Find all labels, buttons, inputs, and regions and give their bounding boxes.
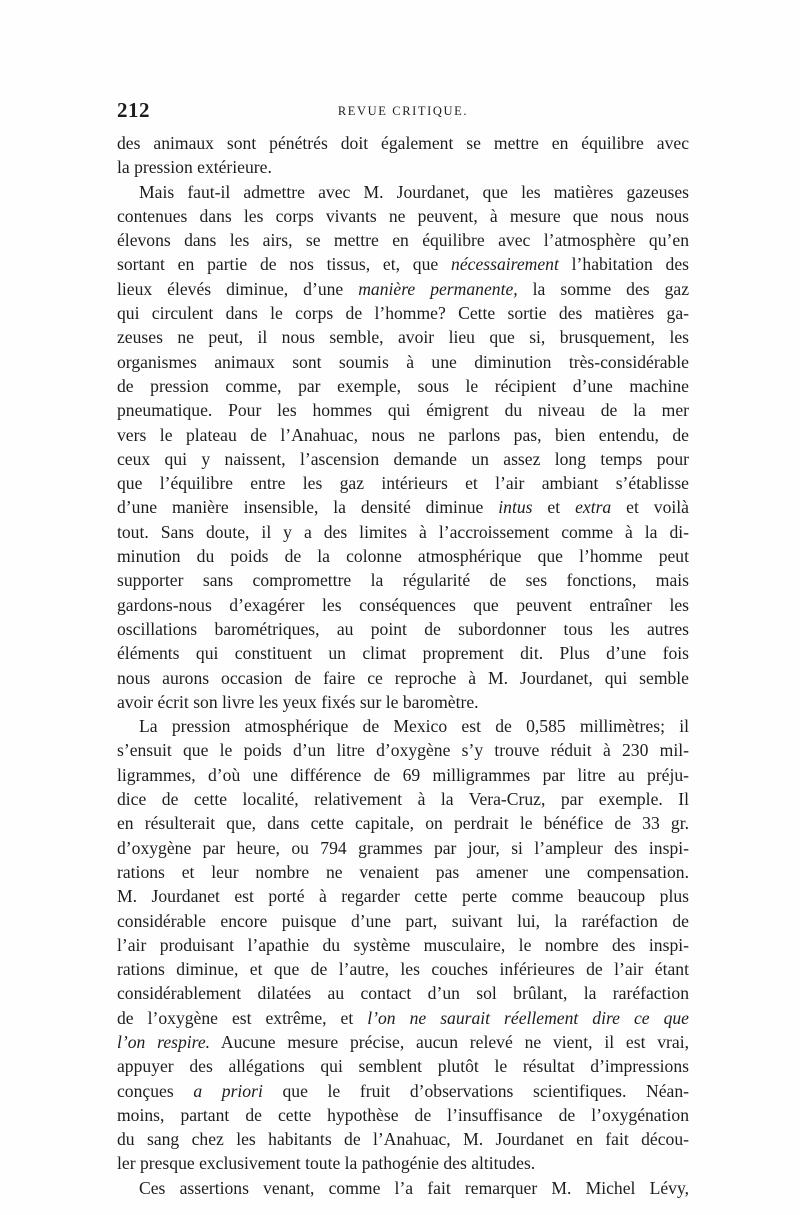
text-line [117,568,689,592]
page-header [117,98,689,124]
text-run: oscillations barométriques, au point de subordonner tous les autres [117,618,689,639]
text-line [117,1030,689,1054]
text-line [117,714,689,738]
text-run: s’ensuit que le poids d’un litre d’oxygène s’y trouve réduit à 230 mil- [117,740,689,761]
text-run: de pression comme, par exemple, sous le récipient d’une machine [117,375,689,396]
text-run: appuyer des allégations qui semblent plutôt le résultat d’impressions [117,1056,689,1077]
text-run: pneumatique. Pour les hommes qui émigrent du niveau de la mer [117,400,689,421]
text-line [117,423,689,447]
text-run: et [532,497,576,518]
text-line [117,204,689,228]
text-line [117,933,689,957]
page-number: 212 [117,98,150,122]
text-line [117,593,689,617]
text-line [117,787,689,811]
text-line [117,1127,689,1151]
text-run: de l’oxygène est extrême, et [117,1007,354,1028]
text-run: M. Jourdanet est porté à regarder cette perte comme beaucoup plus [117,886,689,907]
running-head: REVUE CRITIQUE. [337,104,469,118]
text-run: et voilà [611,497,689,518]
text-line [117,447,689,471]
text-run: d’une manière insensible, la densité diminue [117,497,484,518]
text-line [117,641,689,665]
text-line [117,690,689,714]
text-run: sortant en partie de nos tissus, et, que [117,254,439,275]
text-line [117,398,689,422]
text-line [117,1006,689,1030]
text-run: que le fruit d’observations scientifiques. Néan- [262,1080,689,1101]
text-run: d’oxygène par heure, ou 794 grammes par jour, si l’ampleur des inspi- [117,837,689,858]
text-line [117,884,689,908]
text-run: rations diminue, et que de l’autre, les couches inférieures de l’air étant [117,959,689,980]
text-line [117,909,689,933]
text-line [117,155,689,179]
text-run: considérable encore puisque d’une part, suivant lui, la raréfaction de [117,910,689,931]
text-line [117,738,689,762]
text-run: du sang chez les habitants de l’Anahuac, M. Jourdanet en fait décou- [117,1129,689,1150]
italic-run: intus [498,497,533,518]
text-run: nous aurons occasion de faire ce reproche à M. Jourdanet, qui semble [117,667,689,688]
text-run: la pression extérieure. [117,157,272,178]
text-run: ler presque exclusivement toute la pathogénie des altitudes. [117,1153,536,1174]
text-line [117,131,689,155]
text-line [117,860,689,884]
text-run: Mais faut-il admettre avec M. Jourdanet, que les matières gazeuses [139,181,689,202]
text-line [117,763,689,787]
text-line [117,374,689,398]
text-run: vers le plateau de l’Anahuac, nous ne parlons pas, bien entendu, de [117,424,689,445]
text-line [117,520,689,544]
text-line [117,301,689,325]
text-run: que l’équilibre entre les gaz intérieurs et l’air ambiant s’établisse [117,473,689,494]
text-run: supporter sans compromettre la régularité de ses fonctions, mais [117,570,689,591]
text-line [117,666,689,690]
italic-run: extra [575,497,612,518]
text-run: dice de cette localité, relativement à la Vera-Cruz, par exemple. Il [117,789,689,810]
text-line [117,617,689,641]
text-run: minution du poids de la colonne atmosphérique que l’homme peut [117,546,689,567]
text-line [117,811,689,835]
body-text [117,131,689,1200]
text-run: éléments qui constituent un climat proprement dit. Plus d’une fois [117,643,689,664]
text-run: conçues [117,1080,174,1101]
text-line [117,471,689,495]
text-run: élevons dans les airs, se mettre en équilibre avec l’atmosphère qu’en [117,230,689,251]
italic-run: nécessairement [451,254,559,275]
text-run: zeuses ne peut, il nous semble, avoir lieu que si, brusquement, les [117,327,689,348]
text-line [117,350,689,374]
text-line [117,1176,689,1200]
text-run: rations et leur nombre ne venaient pas amener une compensation. [117,861,689,882]
italic-run: l’on respire. [117,1031,211,1052]
text-run: la somme des gaz [517,278,689,299]
text-run: l’habitation des [558,254,689,275]
text-line [117,228,689,252]
text-line [117,325,689,349]
text-run: qui circulent dans le corps de l’homme? Cette sortie des matières ga- [117,303,689,324]
text-run: La pression atmosphérique de Mexico est de 0,585 millimètres; il [139,716,689,737]
text-run: ligrammes, d’où une différence de 69 milligrammes par litre au préju- [117,764,689,785]
text-line [117,252,689,276]
text-run: considérablement dilatées au contact d’un sol brûlant, la raréfaction [117,983,689,1004]
text-run: l’air produisant l’apathie du système musculaire, le nombre des inspi- [117,934,689,955]
text-run: gardons-nous d’exagérer les conséquences que peuvent entraîner les [117,594,689,615]
text-run: tout. Sans doute, il y a des limites à l’accroissement comme à la di- [117,521,689,542]
text-run: ceux qui y naissent, l’ascension demande un assez long temps pour [117,448,689,469]
text-line [117,836,689,860]
text-run: Ces assertions venant, comme l’a fait remarquer M. Michel Lévy, [139,1177,689,1198]
text-run: contenues dans les corps vivants ne peuvent, à mesure que nous nous [117,205,689,226]
italic-run: manière permanente, [358,278,518,299]
text-line [117,1151,689,1175]
text-line [117,1103,689,1127]
italic-run: a priori [193,1080,263,1101]
text-run: avoir écrit son livre les yeux fixés sur le baromètre. [117,691,479,712]
italic-run: l’on ne saurait réellement dire ce que [367,1007,689,1028]
text-run: organismes animaux sont soumis à une diminution très-considérable [117,351,689,372]
text-run: des animaux sont pénétrés doit également se mettre en équilibre avec [117,133,689,153]
text-line [117,544,689,568]
text-line [117,981,689,1005]
text-line [117,495,689,519]
text-line [117,180,689,204]
text-line [117,957,689,981]
text-run: moins, partant de cette hypothèse de l’insuffisance de l’oxygénation [117,1104,689,1125]
text-line [117,1079,689,1103]
text-line [117,277,689,301]
text-run: lieux élevés diminue, d’une [117,278,344,299]
text-run: en résulterait que, dans cette capitale, on perdrait le bénéfice de 33 gr. [117,813,689,834]
text-run: Aucune mesure précise, aucun relevé ne vient, il est vrai, [210,1031,689,1052]
text-line [117,1054,689,1078]
